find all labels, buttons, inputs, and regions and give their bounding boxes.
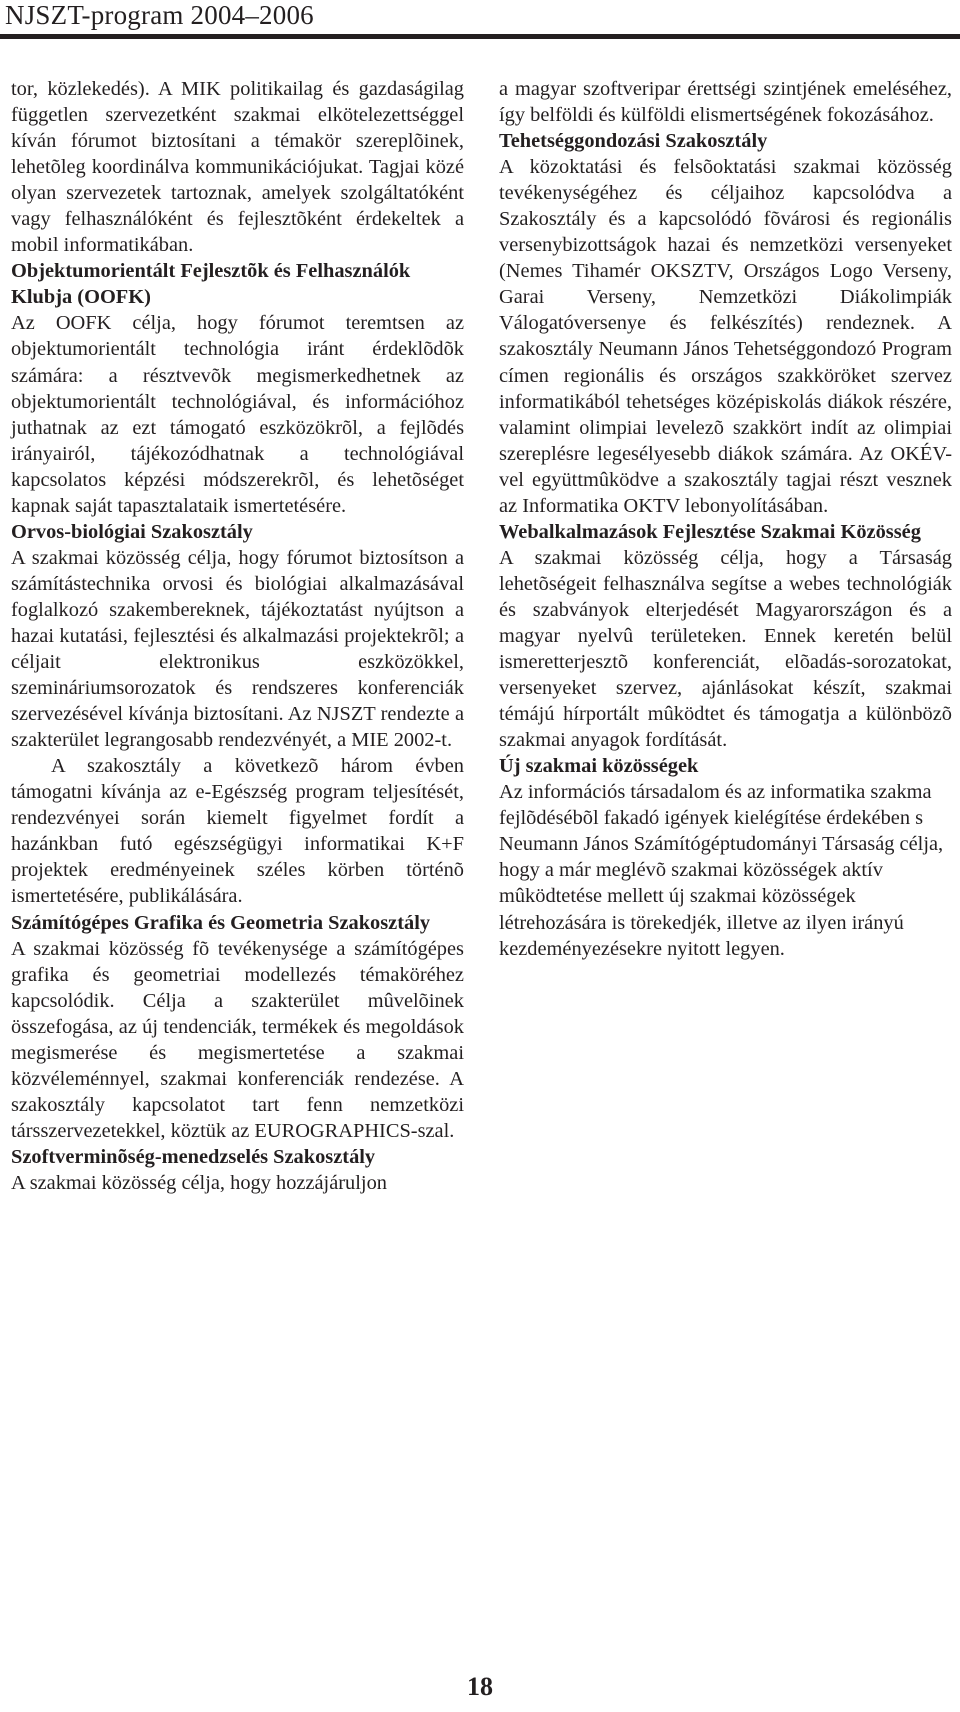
left-column — [11, 76, 464, 1196]
paragraph-grafika-geometria: A szakmai közösség fõ tevékenysége a számítógépes grafika és geometriai modellezés témaköréhez kapcsolódik. Célja a szakterület mûvelõinek összefogása, az új tendenciák, termékek és megoldások megismerése és megismertetése a szakmai közvéleménnyel, szakmai konferenciák rendezése. A szakosztály kapcsolatot tart fenn nemzetközi társszervezetekkel, köztük az EUROGRAPHICS-szal. — [11, 937, 464, 1142]
running-head-title: NJSZT-program 2004–2006 — [5, 0, 314, 30]
heading-oofk: Objektumorientált Fejlesztõk és Felhasználók Klubja (OOFK) — [11, 260, 411, 309]
heading-webalkalmazasok: Webalkalmazások Fejlesztése Szakmai Közösség — [499, 520, 921, 543]
paragraph-orvos-biologiai: A szakmai közösség célja, hogy fórumot biztosítson a számítástechnika orvosi és biológiai alkalmazásával foglalkozó szakembereknek, tájékoztatást nyújtson a hazai kutatási, fejlesztési és alkalmazási projektekrõl; a céljait elektronikus eszközökkel, szemináriumsorozatok és rendszeres konferenciák szervezésével kívánja biztosítani. Az NJSZT rendezte a szakterület legrangosabb rendezvényét, a MIE 2002-t. — [11, 546, 464, 752]
paragraph-tehetseggondozasi: A közoktatási és felsõoktatási szakmai közösség tevékenységéhez és céljaihoz kapcsolódva a Szakosztály és a kapcsolódó fõvárosi és regionális versenybizottságok hazai és nemzetközi versenyeket (Nemes Tihamér OKSZTV, Országos Logo Verseny, Garai Verseny, Nemzetközi Diákolimpiák Válogatóversenye és felkészítés) rendeznek. A szakosztály Neumann János Tehetséggondozó Program címen regionális és országos szakköröket szervez informatikából tehetséges középiskolás diákok részére, valamint olimpiai levelezõ szakkört indít az olimpiai szereplésre legesélyesebb diákok számára. Az OKÉV-vel együttmûködve a szakosztály tagjai részt vesznek az Informatika OKTV lebonyolításában. — [499, 156, 952, 517]
paragraph-uj-kozossegek: Az információs társadalom és az informatika szakma fejlõdésébõl fakadó igények kielégítése érdekében s Neumann János Számítógéptudományi Társaság célja, hogy a már meglévõ szakmai közösségek aktív mûködtetése mellett új szakmai közösségek létrehozására is törekedjék, illetve az ilyen irányú kezdeményezésekre nyitott legyen. — [499, 781, 944, 960]
heading-grafika-geometria: Számítógépes Grafika és Geometria Szakosztály — [11, 911, 431, 934]
heading-orvos-biologiai: Orvos-biológiai Szakosztály — [11, 520, 253, 543]
header-rule — [0, 34, 960, 39]
heading-szoftverminoseg: Szoftverminõség-menedzselés Szakosztály — [11, 1145, 376, 1168]
paragraph-szoftverminoseg: A szakmai közösség célja, hogy hozzájáruljon — [11, 1171, 387, 1194]
paragraph-oofk: Az OOFK célja, hogy fórumot teremtsen az objektumorientált technológia iránt érdeklõdõk számára: a résztvevõk megismerkedhetnek az objektumorientált technológiával, és információhoz juthatnak az ezt támogató eszközökrõl, a fejlõdés irányairól, tájékozódhatnak a technológiával kapcsolatos képzési módszerekrõl, és lehetõséget kapnak saját tapasztalataik ismertetésére. — [11, 312, 464, 517]
heading-uj-kozossegek: Új szakmai közösségek — [499, 755, 699, 778]
right-column — [499, 76, 952, 962]
paragraph-orvos-biologiai-plans: A szakosztály a következõ három évben támogatni kívánja az e-Egészség program teljesítését, rendezvényei során kiemelt figyelmet fordít a hazánkban futó egészségügyi informatikai K+F projektek eredményeinek széles körben történõ ismertetésére, publikálására. — [11, 755, 464, 908]
paragraph-webalkalmazasok: A szakmai közösség célja, hogy a Társaság lehetõségeit felhasználva segítse a webes technológiák és szabványok elterjedését Magyarországon és a magyar nyelvû területeken. Ennek keretén belül ismeretterjesztõ konferenciát, elõadás-sorozatokat, versenyeket szervez, ajánlásokat készít, szakmai témájú hírportált mûködtet és támogatja a különbözõ szakmai anyagok fordítását. — [499, 546, 952, 752]
page-header — [0, 0, 960, 42]
page-number: 18 — [467, 1672, 493, 1701]
heading-tehetseggondozasi: Tehetséggondozási Szakosztály — [499, 130, 768, 153]
paragraph-szoftverminoseg-cont: a magyar szoftveripar érettségi szintjének emeléséhez, így belföldi és külföldi elismertségének fokozásához. — [499, 78, 952, 127]
paragraph-mik-intro: tor, közlekedés). A MIK politikailag és gazdaságilag független szervezetként szakmai elkötelezettséggel kíván fórumot biztosítani a témakör szereplõinek, lehetõleg koordinálva kommunikációjukat. Tagjai közé olyan szervezetek tartoznak, amelyek szolgáltatóként vagy felhasználóként és fejlesztõként érdekeltek a mobil informatikában. — [11, 78, 464, 257]
